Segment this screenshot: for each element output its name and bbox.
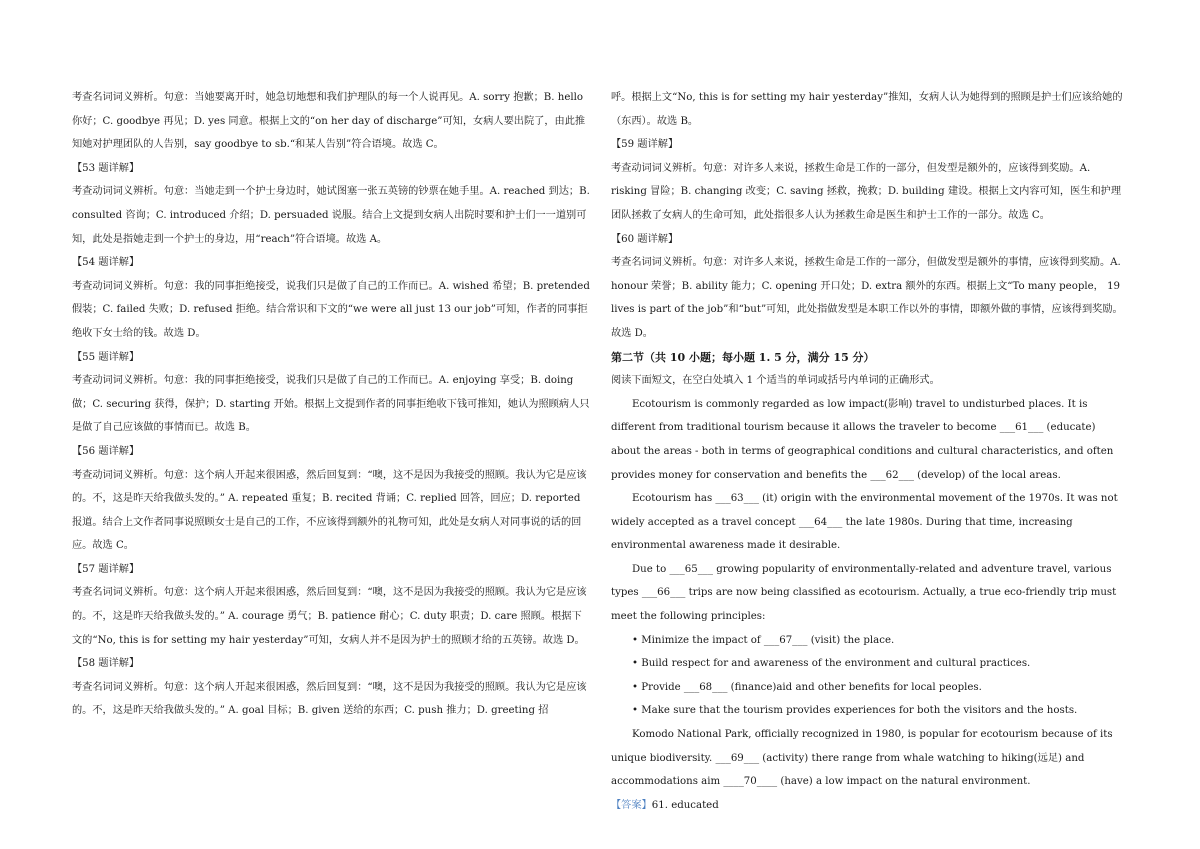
explanation-paragraph: 呼。根据上文“No, this is for setting my hair yesterday”推知，女病人认为她得到的照顾是护士们应该给她的（东西）。故选 B。 — [611, 92, 1123, 127]
passage-paragraph: Due to ___65___ growing popularity of environmentally-related and adventure travel, various types ___66___ trips are now being classified as ecotourism. Actually, a true eco-friendly trip must meet the following principles: — [611, 563, 1117, 623]
answer-text: 61. educated — [651, 799, 719, 811]
left-column — [72, 86, 590, 723]
passage-paragraph: • Build respect for and awareness of the environment and cultural practices. — [632, 658, 1031, 670]
passage-paragraph: Komodo National Park, officially recognized in 1980, is popular for ecotourism because of its unique biodiversity. ___69___ (activity) there range from whale watching to hiking(远足) and accommodations aim ____70____ (have) a low impact on the natural environment. — [611, 729, 1113, 788]
explanation-paragraph: 考查动词词义辨析。句意：我的同事拒绝接受，说我们只是做了自己的工作而已。A. enjoying 享受；B. doing 做；C. securing 获得，保护；D. starting 开始。根据上文提到作者的同事拒绝收下钱可推知，她认为照顾病人只是做了自己应该做的事情而已。故选 B。 — [72, 375, 590, 434]
explanation-paragraph: 考查名词词义辨析。句意：当她要离开时，她急切地想和我们护理队的每一个人说再见。A. sorry 抱歉；B. hello 你好；C. goodbye 再见；D. yes 同意。根据上文的“on her day of discharge”可知，女病人要出院了，由此推知她对护理团队的人告别，say goodbye to sb.“和某人告别”符合语境。故选 C。 — [72, 92, 586, 151]
explanation-paragraph: 考查名词词义辨析。句意：这个病人开起来很困惑，然后回复到：“噢，这不是因为我接受的照顾。我认为它是应该的。不，这是昨天给我做头发的。” A. goal 目标；B. given 送给的东西；C. push 推力；D. greeting 招 — [72, 681, 587, 717]
right-column — [611, 86, 1127, 817]
passage-paragraph: Ecotourism is commonly regarded as low impact(影响) travel to undisturbed places. It is different from traditional tourism because it allows the traveler to become ___61___ (educate) about the areas - both in terms of geographical conditions and cultural characteristics, and often provides money for conservation and benefits the ___62___ (develop) of the local areas. — [611, 398, 1114, 481]
question-detail-heading: 【53 题详解】 — [72, 162, 140, 174]
passage-paragraph: • Provide ___68___ (finance)aid and other benefits for local peoples. — [632, 681, 982, 693]
question-detail-heading: 【55 题详解】 — [72, 351, 140, 363]
question-detail-heading: 【59 题详解】 — [611, 139, 679, 151]
passage-paragraph: • Minimize the impact of ___67___ (visit) the place. — [632, 634, 895, 646]
question-detail-heading: 【58 题详解】 — [72, 658, 140, 670]
answer-line — [611, 794, 1127, 818]
answer-tag: 【答案】 — [611, 799, 652, 811]
question-detail-heading: 【57 题详解】 — [72, 563, 140, 575]
explanation-paragraph: 考查动词词义辨析。句意：这个病人开起来很困惑，然后回复到：“噢，这不是因为我接受的照顾。我认为它是应该的。不，这是昨天给我做头发的。” A. repeated 重复；B. recited 背诵；C. replied 回答，回应；D. reported 报道。结合上文作者同事说照顾女士是自己的工作，不应该得到额外的礼物可知，此处是女病人对同事说的话的回应。故选 C。 — [72, 469, 587, 552]
explanation-paragraph: 考查名词词义辨析。句意：对许多人来说，拯救生命是工作的一部分，但做发型是额外的事情，应该得到奖励。A. honour 荣誉；B. ability 能力；C. opening 开口处；D. extra 额外的东西。根据上文“To many people， 19 lives is part of the job”和“but”可知，此处指做发型是本职工作以外的事情，即额外做的事情，应该得到奖励。故选 D。 — [611, 257, 1123, 339]
question-detail-heading: 【54 题详解】 — [72, 257, 140, 269]
explanation-paragraph: 考查动词词义辨析。句意：我的同事拒绝接受，说我们只是做了自己的工作而已。A. wished 希望；B. pretended 假装；C. failed 失败；D. refused 拒绝。结合常识和下文的“we were all just 13 our job”可知，作者的同事拒绝收下女士给的钱。故选 D。 — [72, 280, 590, 339]
section-heading: 第二节（共 10 小题；每小题 1. 5 分，满分 15 分） — [611, 350, 875, 364]
explanation-paragraph: 阅读下面短文，在空白处填入 1 个适当的单词或括号内单词的正确形式。 — [611, 375, 940, 387]
explanation-paragraph: 考查动词词义辨析。句意：对许多人来说，拯救生命是工作的一部分，但发型是额外的，应该得到奖励。A. risking 冒险；B. changing 改变；C. saving 拯救，挽救；D. building 建设。根据上文内容可知，医生和护理团队拯救了女病人的生命可知，此处指很多人认为拯救生命是医生和护士工作的一部分。故选 C。 — [611, 162, 1122, 221]
question-detail-heading: 【56 题详解】 — [72, 445, 140, 457]
explanation-paragraph: 考查动词词义辨析。句意：当她走到一个护士身边时，她试图塞一张五英镑的钞票在她手里。A. reached 到达；B. consulted 咨询；C. introduced 介绍；D. persuaded 说服。结合上文提到女病人出院时要和护士们一一道别可知，此处是指她走到一个护士的身边，用“reach”符合语境。故选 A。 — [72, 186, 590, 245]
explanation-paragraph: 考查名词词义辨析。句意：这个病人开起来很困惑，然后回复到：“噢，这不是因为我接受的照顾。我认为它是应该的。不，这是昨天给我做头发的。” A. courage 勇气；B. patience 耐心；C. duty 职责；D. care 照顾。根据下文的“No, this is for setting my hair yesterday”可知，女病人并不是因为护士的照顾才给的五英镑。故选 D。 — [72, 587, 587, 646]
passage-paragraph: Ecotourism has ___63___ (it) origin with the environmental movement of the 1970s. It was not widely accepted as a travel concept ___64___ the late 1980s. During that time, increasing environmental awareness made it desirable. — [611, 493, 1118, 552]
passage-paragraph: • Make sure that the tourism provides experiences for both the visitors and the hosts. — [632, 705, 1078, 717]
question-detail-heading: 【60 题详解】 — [611, 233, 679, 245]
